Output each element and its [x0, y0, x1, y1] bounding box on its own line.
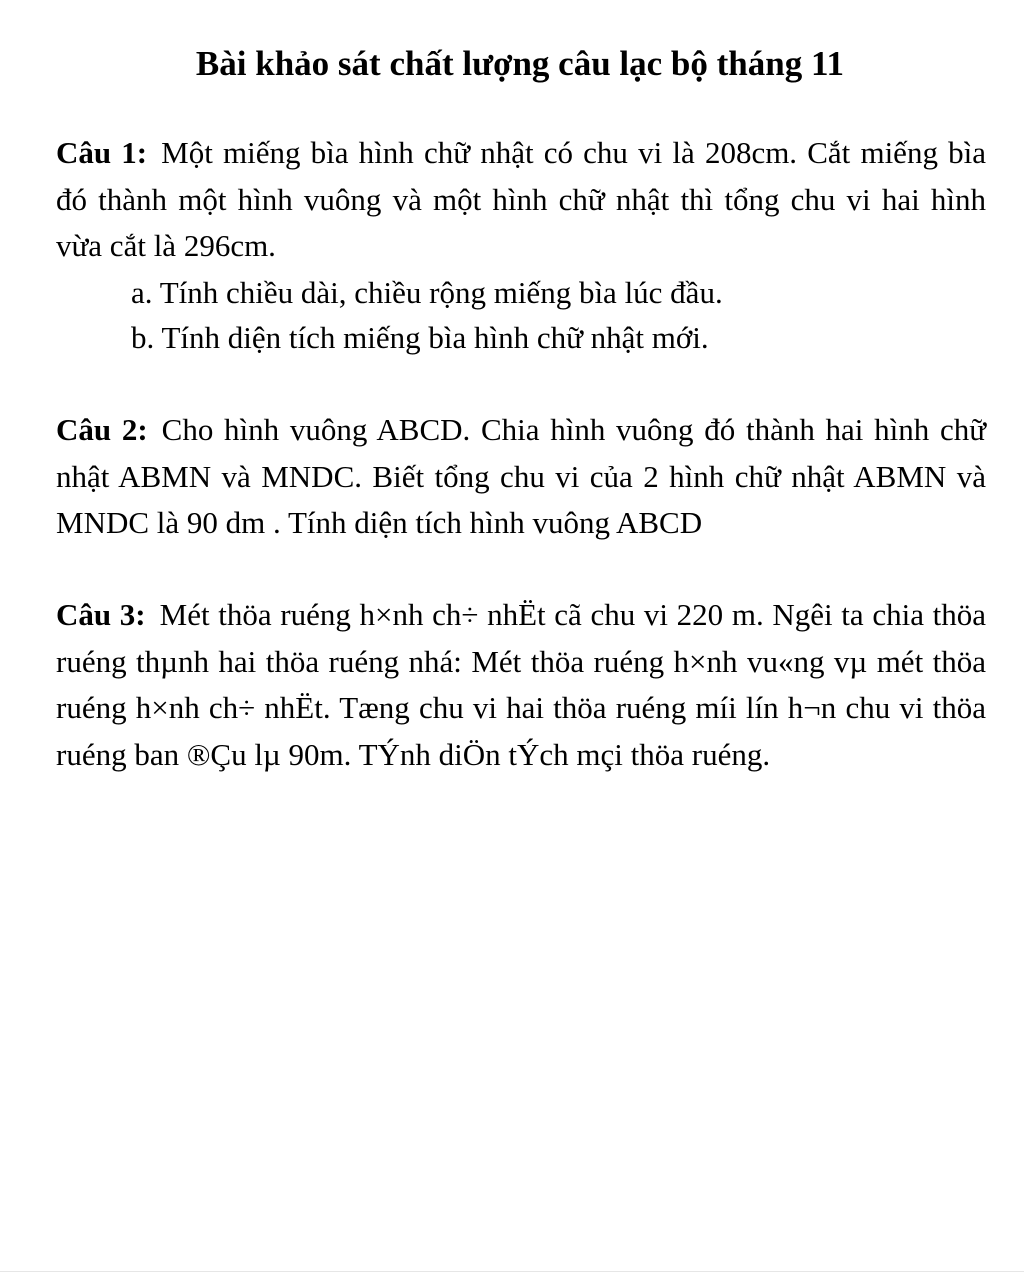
question-3-label: Câu 3: [56, 597, 146, 632]
question-1-label: Câu 1: [56, 135, 148, 170]
question-3 [56, 592, 986, 778]
question-1-item-a: a. Tính chiều dài, chiều rộng miếng bìa lúc đầu. [131, 275, 723, 310]
question-1 [56, 130, 986, 270]
question-1-text: Một miếng bìa hình chữ nhật có chu vi là 208cm. Cắt miếng bìa đó thành một hình vuông và một hình chữ nhật thì tổng chu vi hai hình vừa cắt là 296cm. [56, 135, 986, 263]
page-title: Bài khảo sát chất lượng câu lạc bộ tháng 11 [195, 44, 845, 83]
page-bottom-divider [0, 1271, 1024, 1272]
question-2-text: Cho hình vuông ABCD. Chia hình vuông đó thành hai hình chữ nhật ABMN và MNDC. Biết tổng chu vi của 2 hình chữ nhật ABMN và MNDC là 90 dm . Tính diện tích hình vuông ABCD [56, 412, 987, 540]
question-1-item-b: b. Tính diện tích miếng bìa hình chữ nhật mới. [131, 320, 709, 355]
question-2 [56, 407, 986, 547]
question-2-label: Câu 2: [56, 412, 148, 447]
question-3-text: Mét thöa ruéng h×nh ch÷ nhËt cã chu vi 220 m. Ngêi ta chia thöa ruéng thµnh hai thöa ruéng nhá: Mét thöa ruéng h×nh vu«ng vµ mét thöa ruéng h×nh ch÷ nhËt. Tæng chu vi hai thöa ruéng míi lín h¬n chu vi thöa ruéng ban ®Çu lµ 90m. TÝnh diÖn tÝch mçi thöa ruéng. [56, 597, 986, 772]
